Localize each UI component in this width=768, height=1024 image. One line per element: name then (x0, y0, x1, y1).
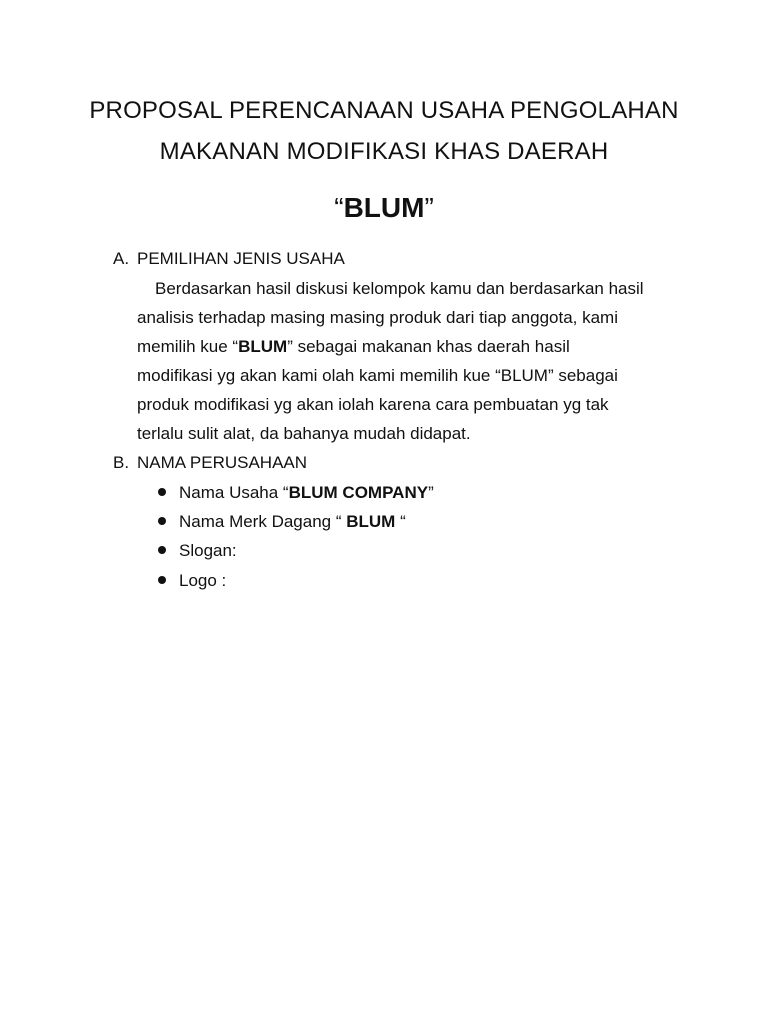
list-item-3-text: Slogan: (179, 541, 237, 560)
paragraph-line-3-pre: memilih kue “ (137, 337, 239, 356)
list-item-2-bold: BLUM (346, 512, 396, 531)
list-item-1-bold: BLUM COMPANY (288, 483, 429, 502)
list-item-merk-dagang (158, 511, 406, 533)
paragraph-line-3-post: ” sebagai makanan khas daerah hasil (287, 337, 570, 356)
list-item-logo (158, 570, 226, 592)
section-b-letter: B. (113, 453, 130, 472)
list-item-2-pre: Nama Merk Dagang “ (179, 512, 347, 531)
list-item-nama-usaha (158, 482, 434, 504)
section-a-title: PEMILIHAN JENIS USAHA (137, 249, 345, 268)
paragraph-line-1: Berdasarkan hasil diskusi kelompok kamu dan berdasarkan hasil (155, 279, 644, 298)
paragraph-line-3 (137, 336, 570, 358)
brand-heading (0, 190, 768, 226)
brand-open-quote: “ (334, 192, 344, 223)
section-b-heading (113, 452, 307, 474)
paragraph-line-4: modifikasi yg akan kami olah kami memilih kue “BLUM” sebagai (137, 366, 618, 385)
brand-name: BLUM (343, 192, 425, 223)
list-item-2-post: “ (395, 512, 406, 531)
list-item-1-post: ” (428, 483, 434, 502)
paragraph-line-5: produk modifikasi yg akan iolah karena cara pembuatan yg tak (137, 395, 609, 414)
bullet-icon (158, 546, 166, 554)
document-title-line-1: PROPOSAL PERENCANAAN USAHA PENGOLAHAN (89, 97, 679, 124)
brand-close-quote: ” (424, 192, 434, 223)
paragraph-line-6: terlalu sulit alat, da bahanya mudah didapat. (137, 424, 471, 443)
bullet-icon (158, 517, 166, 525)
section-b-title: NAMA PERUSAHAAN (137, 453, 308, 472)
list-item-4-text: Logo : (179, 571, 227, 590)
paragraph-line-3-bold: BLUM (238, 337, 288, 356)
section-a-heading (113, 248, 345, 270)
bullet-icon (158, 576, 166, 584)
list-item-slogan (158, 540, 237, 562)
paragraph-line-2: analisis terhadap masing masing produk dari tiap anggota, kami (137, 308, 618, 327)
list-item-1-pre: Nama Usaha “ (179, 483, 289, 502)
bullet-icon (158, 488, 166, 496)
document-title-line-2: MAKANAN MODIFIKASI KHAS DAERAH (159, 138, 609, 165)
section-a-letter: A. (113, 249, 130, 268)
